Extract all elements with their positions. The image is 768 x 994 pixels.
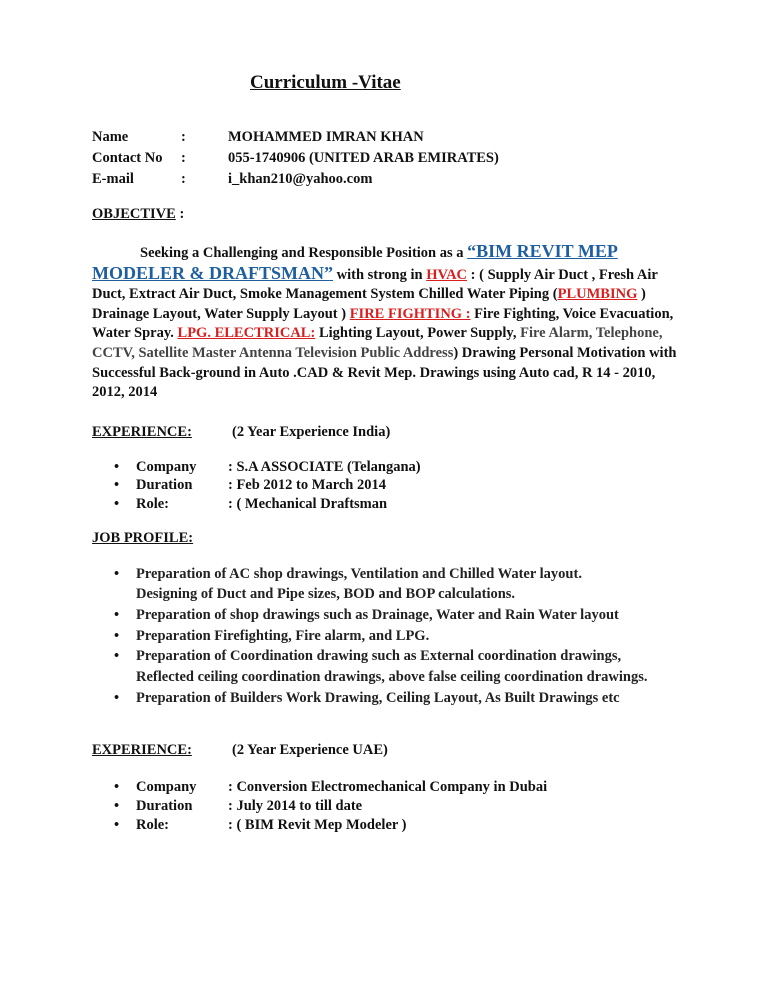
objective-heading <box>92 206 184 223</box>
job-profile-item-continued: Reflected ceiling coordination drawings, above false ceiling coordination drawings. <box>136 669 648 685</box>
exp1-company-label: Company <box>136 459 197 475</box>
exp1-role-label: Role: <box>136 496 170 512</box>
job-profile-item: Preparation of shop drawings such as Drainage, Water and Rain Water layout <box>136 607 619 623</box>
exp2-role-value: : ( BIM Revit Mep Modeler ) <box>228 817 407 833</box>
bullet: • <box>114 459 120 475</box>
exp2-duration-label: Duration <box>136 798 193 814</box>
objective-fire-fighting: FIRE FIGHTING : <box>349 305 471 322</box>
exp2-company-value: : Conversion Electromechanical Company in Dubai <box>228 779 548 795</box>
name-value: MOHAMMED IMRAN KHAN <box>228 129 424 145</box>
bullet: • <box>114 798 120 814</box>
objective-text: Fire Fighting, Voice Evacuation, Water Spray. <box>92 305 674 342</box>
objective-hvac: HVAC <box>426 266 468 283</box>
bullet: • <box>114 648 120 664</box>
bullet: • <box>114 817 120 833</box>
objective-text: ) Drainage Layout, Water Supply Layout ) <box>92 286 646 322</box>
job-profile-item: Preparation Firefighting, Fire alarm, and LPG. <box>136 628 430 644</box>
experience-note: (2 Year Experience India) <box>232 424 391 440</box>
objective-text: : ( Supply Air Duct , Fresh Air Duct, Extract Air Duct, Smoke Management System Chilled Water Piping ( <box>92 266 658 303</box>
colon: : <box>181 129 186 145</box>
objective-fire-alarm: Fire Alarm, Telephone, CCTV, Satellite Master Antenna Television Public Address <box>92 325 663 361</box>
objective-text: with strong in <box>333 266 427 283</box>
exp1-company-value: : S.A ASSOCIATE (Telangana) <box>228 459 421 475</box>
objective-heading-text: OBJECTIVE <box>92 206 176 222</box>
job-profile-item-continued: Designing of Duct and Pipe sizes, BOD and BOP calculations. <box>136 586 516 602</box>
bullet: • <box>114 690 120 706</box>
bullet: • <box>114 566 120 582</box>
job-profile-heading: JOB PROFILE: <box>92 530 194 546</box>
page-title: Curriculum -Vitae <box>250 72 401 93</box>
exp1-role-value: : ( Mechanical Draftsman <box>228 496 388 512</box>
bullet: • <box>114 607 120 623</box>
colon: : <box>181 171 186 187</box>
job-profile-item: Preparation of Builders Work Drawing, Ceiling Layout, As Built Drawings etc <box>136 690 620 706</box>
email-value: i_khan210@yahoo.com <box>228 171 373 187</box>
experience-heading: EXPERIENCE: <box>92 742 192 758</box>
exp1-duration-label: Duration <box>136 477 193 493</box>
objective-lpg-electrical: LPG. ELECTRICAL: <box>177 325 316 342</box>
objective-paragraph <box>92 242 682 403</box>
experience-note: (2 Year Experience UAE) <box>232 742 388 758</box>
exp2-company-label: Company <box>136 779 197 795</box>
name-label: Name <box>92 129 129 145</box>
objective-text: Lighting Layout, Power Supply, <box>315 325 521 342</box>
exp2-role-label: Role: <box>136 817 170 833</box>
colon: : <box>181 150 186 166</box>
exp1-duration-value: : Feb 2012 to March 2014 <box>228 477 386 493</box>
job-profile-item: Preparation of AC shop drawings, Ventilation and Chilled Water layout. <box>136 566 582 582</box>
job-profile-item: Preparation of Coordination drawing such as External coordination drawings, <box>136 648 622 664</box>
bullet: • <box>114 496 120 512</box>
bullet: • <box>114 628 120 644</box>
exp2-duration-value: : July 2014 to till date <box>228 798 363 814</box>
bullet: • <box>114 779 120 795</box>
contact-value: 055-1740906 (UNITED ARAB EMIRATES) <box>228 150 499 166</box>
bullet: • <box>114 477 120 493</box>
objective-plumbing: PLUMBING <box>557 286 638 303</box>
contact-label: Contact No <box>92 150 163 166</box>
email-label: E-mail <box>92 171 134 187</box>
objective-text: Seeking a Challenging and Responsible Position as a <box>140 245 468 261</box>
objective-heading-suffix: : <box>175 206 185 222</box>
objective-text: ) Drawing Personal Motivation with Successful Back-ground in Auto .CAD & Revit Mep. Drawings using Auto cad, R 14 - 2010, 2012, 2014 <box>92 344 677 401</box>
experience-heading: EXPERIENCE: <box>92 424 192 440</box>
objective-role-highlight: “BIM REVIT MEP MODELER & DRAFTSMAN” <box>92 241 618 283</box>
